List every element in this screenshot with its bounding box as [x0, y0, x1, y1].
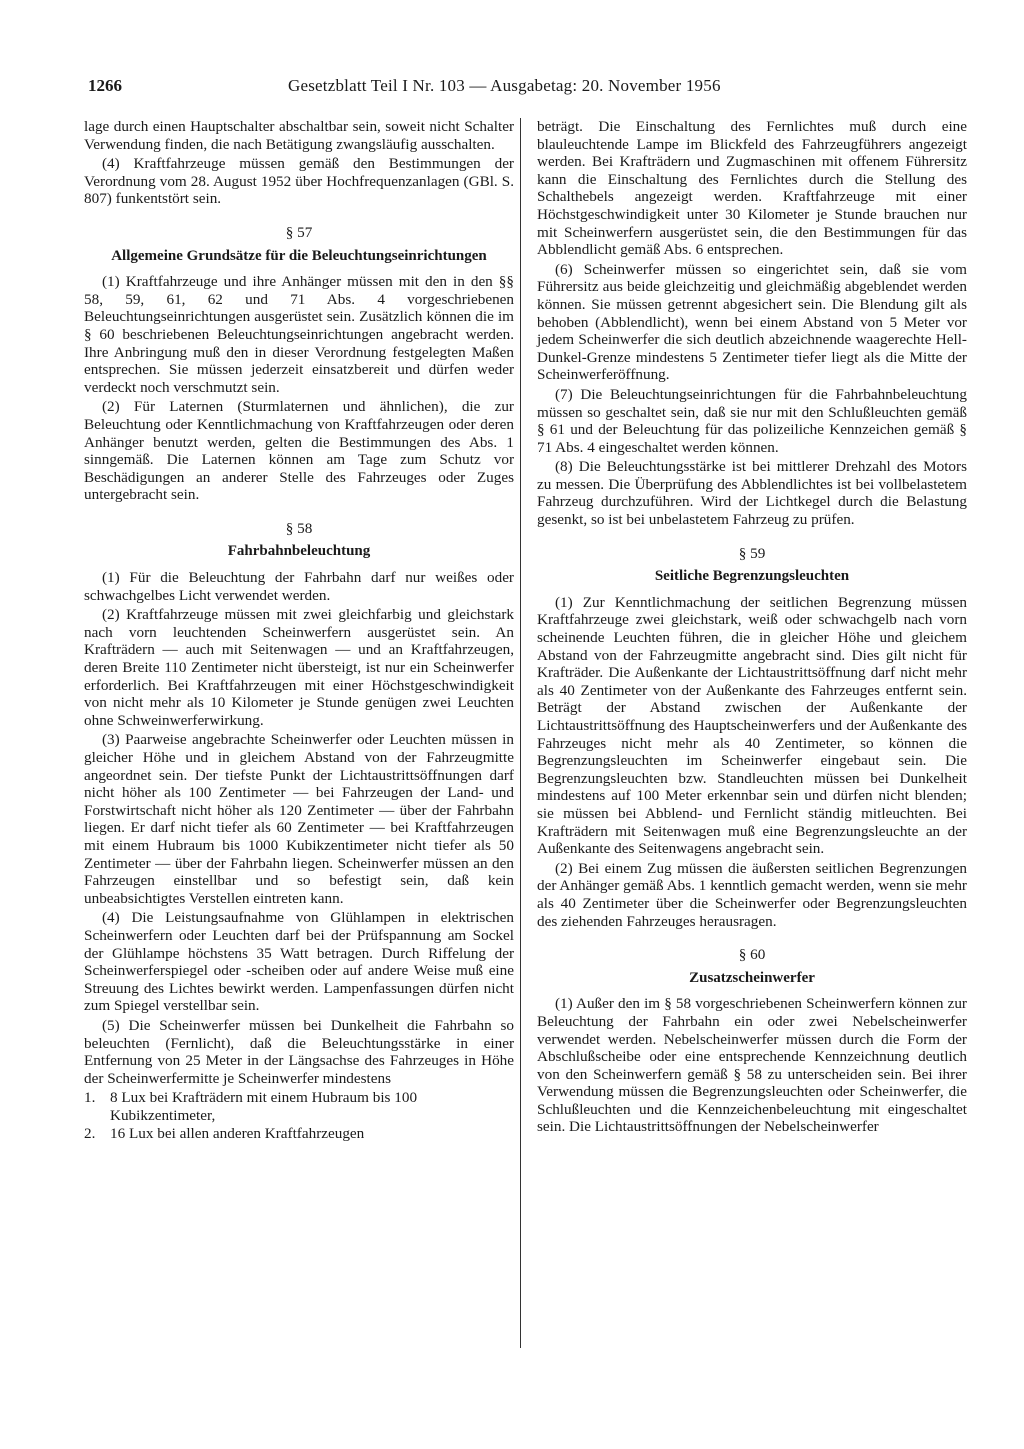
- list-text: 16 Lux bei allen anderen Kraftfahrzeugen: [110, 1125, 365, 1143]
- paragraph-57-2: (2) Für Laternen (Sturmlaternen und ähnlichen), die zur Beleuchtung oder Kenntlichmachung von Kraftfahrzeugen oder deren Anhänger benutzt werden, gelten die Bestimmungen des Abs. 1 sinngemäß. Die Laternen können am Tage zum Schutz vor Beschädigungen an anderer Stelle des Fahrzeuges oder Zuges untergebracht sein.: [84, 398, 514, 504]
- column-divider: [520, 118, 521, 1348]
- section-number-60: § 60: [738, 946, 766, 964]
- paragraph-58-7: (7) Die Beleuchtungseinrichtungen für die Fahrbahnbeleuchtung müssen so geschaltet sein, daß sie nur mit den Schlußleuchten gemäß § 61 und der Beleuchtung für das polizeiliche Kennzeichen gemäß § 71 Abs. 4 eingeschaltet werden können.: [537, 385, 967, 456]
- section-title-60: Zusatzscheinwerfer: [689, 969, 815, 986]
- section-title-57: Allgemeine Grundsätze für die Beleuchtungseinrichtungen: [111, 247, 487, 264]
- paragraph-59-1: (1) Zur Kenntlichmachung der seitlichen Begrenzung müssen Kraftfahrzeuge zwei gleichstark, weiß oder schwachgelb nach vorn scheinende Leuchten führen, die in gleicher Höhe und gleichem Abstand von der Fahrzeugmitte angebracht sind. Dies gilt nicht für Krafträder. Die Außenkante der Lichtaustrittsöffnung darf nicht mehr als 40 Zentimeter von der Außenkante des Fahrzeuges entfernt sein. Beträgt der Abstand zwischen der Außenkante der Lichtaustrittsöffnung des Hauptscheinwerfers und der Außenkante des Fahrzeuges nicht mehr als 40 Zentimeter, so können die Begrenzungsleuchten im Scheinwerfer eingebaut sein. Die Begrenzungsleuchten bzw. Standleuchten müssen bei Dunkelheit mindestens auf 100 Meter erkennbar sein und dürfen nicht blenden; sie müssen bei Abblend- und Fernlicht ständig mitleuchten. Bei Krafträdern mit Seitenwagen muß eine Begrenzungsleuchte an der Außenkante des Seitenwagens angebracht sein.: [537, 593, 967, 858]
- paragraph-58-3: (3) Paarweise angebrachte Scheinwerfer oder Leuchten müssen in gleicher Höhe und in gleichem Abstand von der Fahrzeugmitte angeordnet sein. Der tiefste Punkt der Lichtaustrittsöffnungen darf nicht höher als 100 Zentimeter — bei Fahrzeugen der Land- und Forstwirtschaft nicht höher als 120 Zentimeter — über der Fahrbahn liegen. Er darf nicht tiefer als 60 Zentimeter — bei Kraftfahrzeugen mit einem Hubraum bis 1000 Kubikzentimeter nicht tiefer als 50 Zentimeter — über der Fahrbahn liegen. Scheinwerfer müssen an den Fahrzeugen einstellbar und so befestigt sein, daß kein unbeabsichtigtes Verstellen eintreten kann.: [84, 731, 514, 907]
- list-number: 1.: [84, 1089, 96, 1107]
- section-title-58: Fahrbahnbeleuchtung: [227, 543, 371, 560]
- running-title: Gesetzblatt Teil I Nr. 103 — Ausgabetag: 20. November 1956: [288, 76, 721, 95]
- list-item: [84, 1125, 514, 1143]
- list-item: [84, 1089, 514, 1124]
- paragraph-58-4: (4) Die Leistungsaufnahme von Glühlampen in elektrischen Scheinwerfern oder Leuchten darf bei der Prüfspannung am Sockel der Glühlampe höchstens 35 Watt betragen. Durch Riffelung der Scheinwerferspiegel oder -scheiben oder auf andere Weise muß eine Streuung des Lichtes bewirkt werden. Lampenfassungen dürfen nicht zum Spiegel verstellbar sein.: [84, 909, 514, 1015]
- section-number-59: § 59: [738, 544, 766, 562]
- list-text: 8 Lux bei Krafträdern mit einem Hubraum bis 100 Kubikzentimeter,: [110, 1089, 418, 1124]
- list-number: 2.: [84, 1125, 96, 1143]
- paragraph-continuation: beträgt. Die Einschaltung des Fernlichtes muß durch eine blauleuchtende Lampe im Blickfeld des Fahrzeugführers angezeigt werden. Bei Krafträdern und Zugmaschinen mit offenem Führersitz kann die Einschaltung des Fernlichtes durch die Stellung des Schalthebels angezeigt werden. Kraftfahrzeuge mit einer Höchstgeschwindigkeit unter 30 Kilometer je Stunde brauchen nur mit Scheinwerfern ausgerüstet sein, die den Bestimmungen für das Abblendlicht gemäß Abs. 6 entsprechen.: [537, 118, 967, 259]
- paragraph-58-1: (1) Für die Beleuchtung der Fahrbahn darf nur weißes oder schwachgelbes Licht verwendet werden.: [84, 569, 514, 604]
- section-number-58: § 58: [285, 519, 313, 537]
- paragraph-59-2: (2) Bei einem Zug müssen die äußersten seitlichen Begrenzungen der Anhänger gemäß Abs. 1 kenntlich gemacht werden, wenn sie mehr als 40 Zentimeter über die Scheinwerfer oder Begrenzungsleuchten des ziehenden Fahrzeuges herausragen.: [537, 859, 967, 930]
- page-header: [88, 76, 788, 102]
- paragraph-57-1: (1) Kraftfahrzeuge und ihre Anhänger müssen mit den in den §§ 58, 59, 61, 62 und 71 Abs. 4 vorgeschriebenen Beleuchtungseinrichtungen ausgerüstet sein. Zusätzlich können die im § 60 beschriebenen Beleuchtungseinrichtungen angebracht werden. Ihre Anbringung muß den in dieser Verordnung festgelegten Maßen entsprechen. Sie müssen jederzeit einsatzbereit und dürfen weder verdeckt noch verschmutzt sein.: [84, 273, 514, 396]
- section-title-59: Seitliche Begrenzungsleuchten: [654, 568, 850, 585]
- paragraph-58-6: (6) Scheinwerfer müssen so eingerichtet sein, daß sie vom Führersitz aus beide gleichzeitig und gleichmäßig abgeblendet werden können. Sie müssen getrennt abgesichert sein. Die Blendung gilt als behoben (Abblendlicht), wenn bei einem Abstand von 5 Meter vor jedem Scheinwerfer die sich deutlich abzeichnende waagerechte Hell-Dunkel-Grenze mindestens 5 Zentimeter tiefer liegt als die Mitte der Scheinwerferöffnung.: [537, 260, 967, 384]
- paragraph-60-1: (1) Außer den im § 58 vorgeschriebenen Scheinwerfern können zur Beleuchtung der Fahrbahn ein oder zwei Nebelscheinwerfer verwendet werden. Nebelscheinwerfer müssen durch die Form der Abschlußscheibe oder eine entsprechende Kennzeichnung deutlich von den Scheinwerfern gemäß § 58 zu unterscheiden sein. Bei ihrer Verwendung müssen die Begrenzungsleuchten oder Scheinwerfer, die Schlußleuchten und die Kennzeichenbeleuchtung mit eingeschaltet sein. Die Lichtaustrittsöffnungen der Nebelscheinwerfer: [537, 995, 967, 1136]
- paragraph-58-2: (2) Kraftfahrzeuge müssen mit zwei gleichfarbig und gleichstark nach vorn leuchtenden Scheinwerfern ausgerüstet sein. An Krafträdern — auch mit Seitenwagen — und an Kraftfahrzeugen, deren Breite 110 Zentimeter nicht übersteigt, ist nur ein Scheinwerfer erforderlich. Bei Kraftfahrzeugen mit einer Höchstgeschwindigkeit von nicht mehr als 10 Kilometer je Stunde genügen zwei Leuchten ohne Schweinwerferwirkung.: [84, 606, 514, 729]
- left-column: [84, 118, 514, 1144]
- paragraph-56-4: (4) Kraftfahrzeuge müssen gemäß den Bestimmungen der Verordnung vom 28. August 1952 über Hochfrequenzanlagen (GBl. S. 807) funkentstört sein.: [84, 155, 514, 208]
- paragraph-continuation: lage durch einen Hauptschalter abschaltbar sein, soweit nicht Schalter Verwendung finden, die nach Betätigung zwangsläufig ausschalten.: [84, 118, 514, 153]
- paragraph-58-8: (8) Die Beleuchtungsstärke ist bei mittlerer Drehzahl des Motors zu messen. Die Überprüfung des Abblendlichtes ist bei vollbelastetem Fahrzeug durchzuführen. Wird der Lichtkegel durch die Belastung gesenkt, so ist bei unbelastetem Fahrzeug zu prüfen.: [537, 458, 967, 529]
- section-number-57: § 57: [285, 223, 313, 241]
- right-column: [537, 118, 967, 1138]
- paragraph-58-5: (5) Die Scheinwerfer müssen bei Dunkelheit die Fahrbahn so beleuchten (Fernlicht), daß die Beleuchtungsstärke in einer Entfernung von 25 Meter in der Längsachse des Fahrzeuges in Höhe der Scheinwerfermitte je Scheinwerfer mindestens: [84, 1016, 514, 1087]
- page-number: 1266: [88, 76, 122, 95]
